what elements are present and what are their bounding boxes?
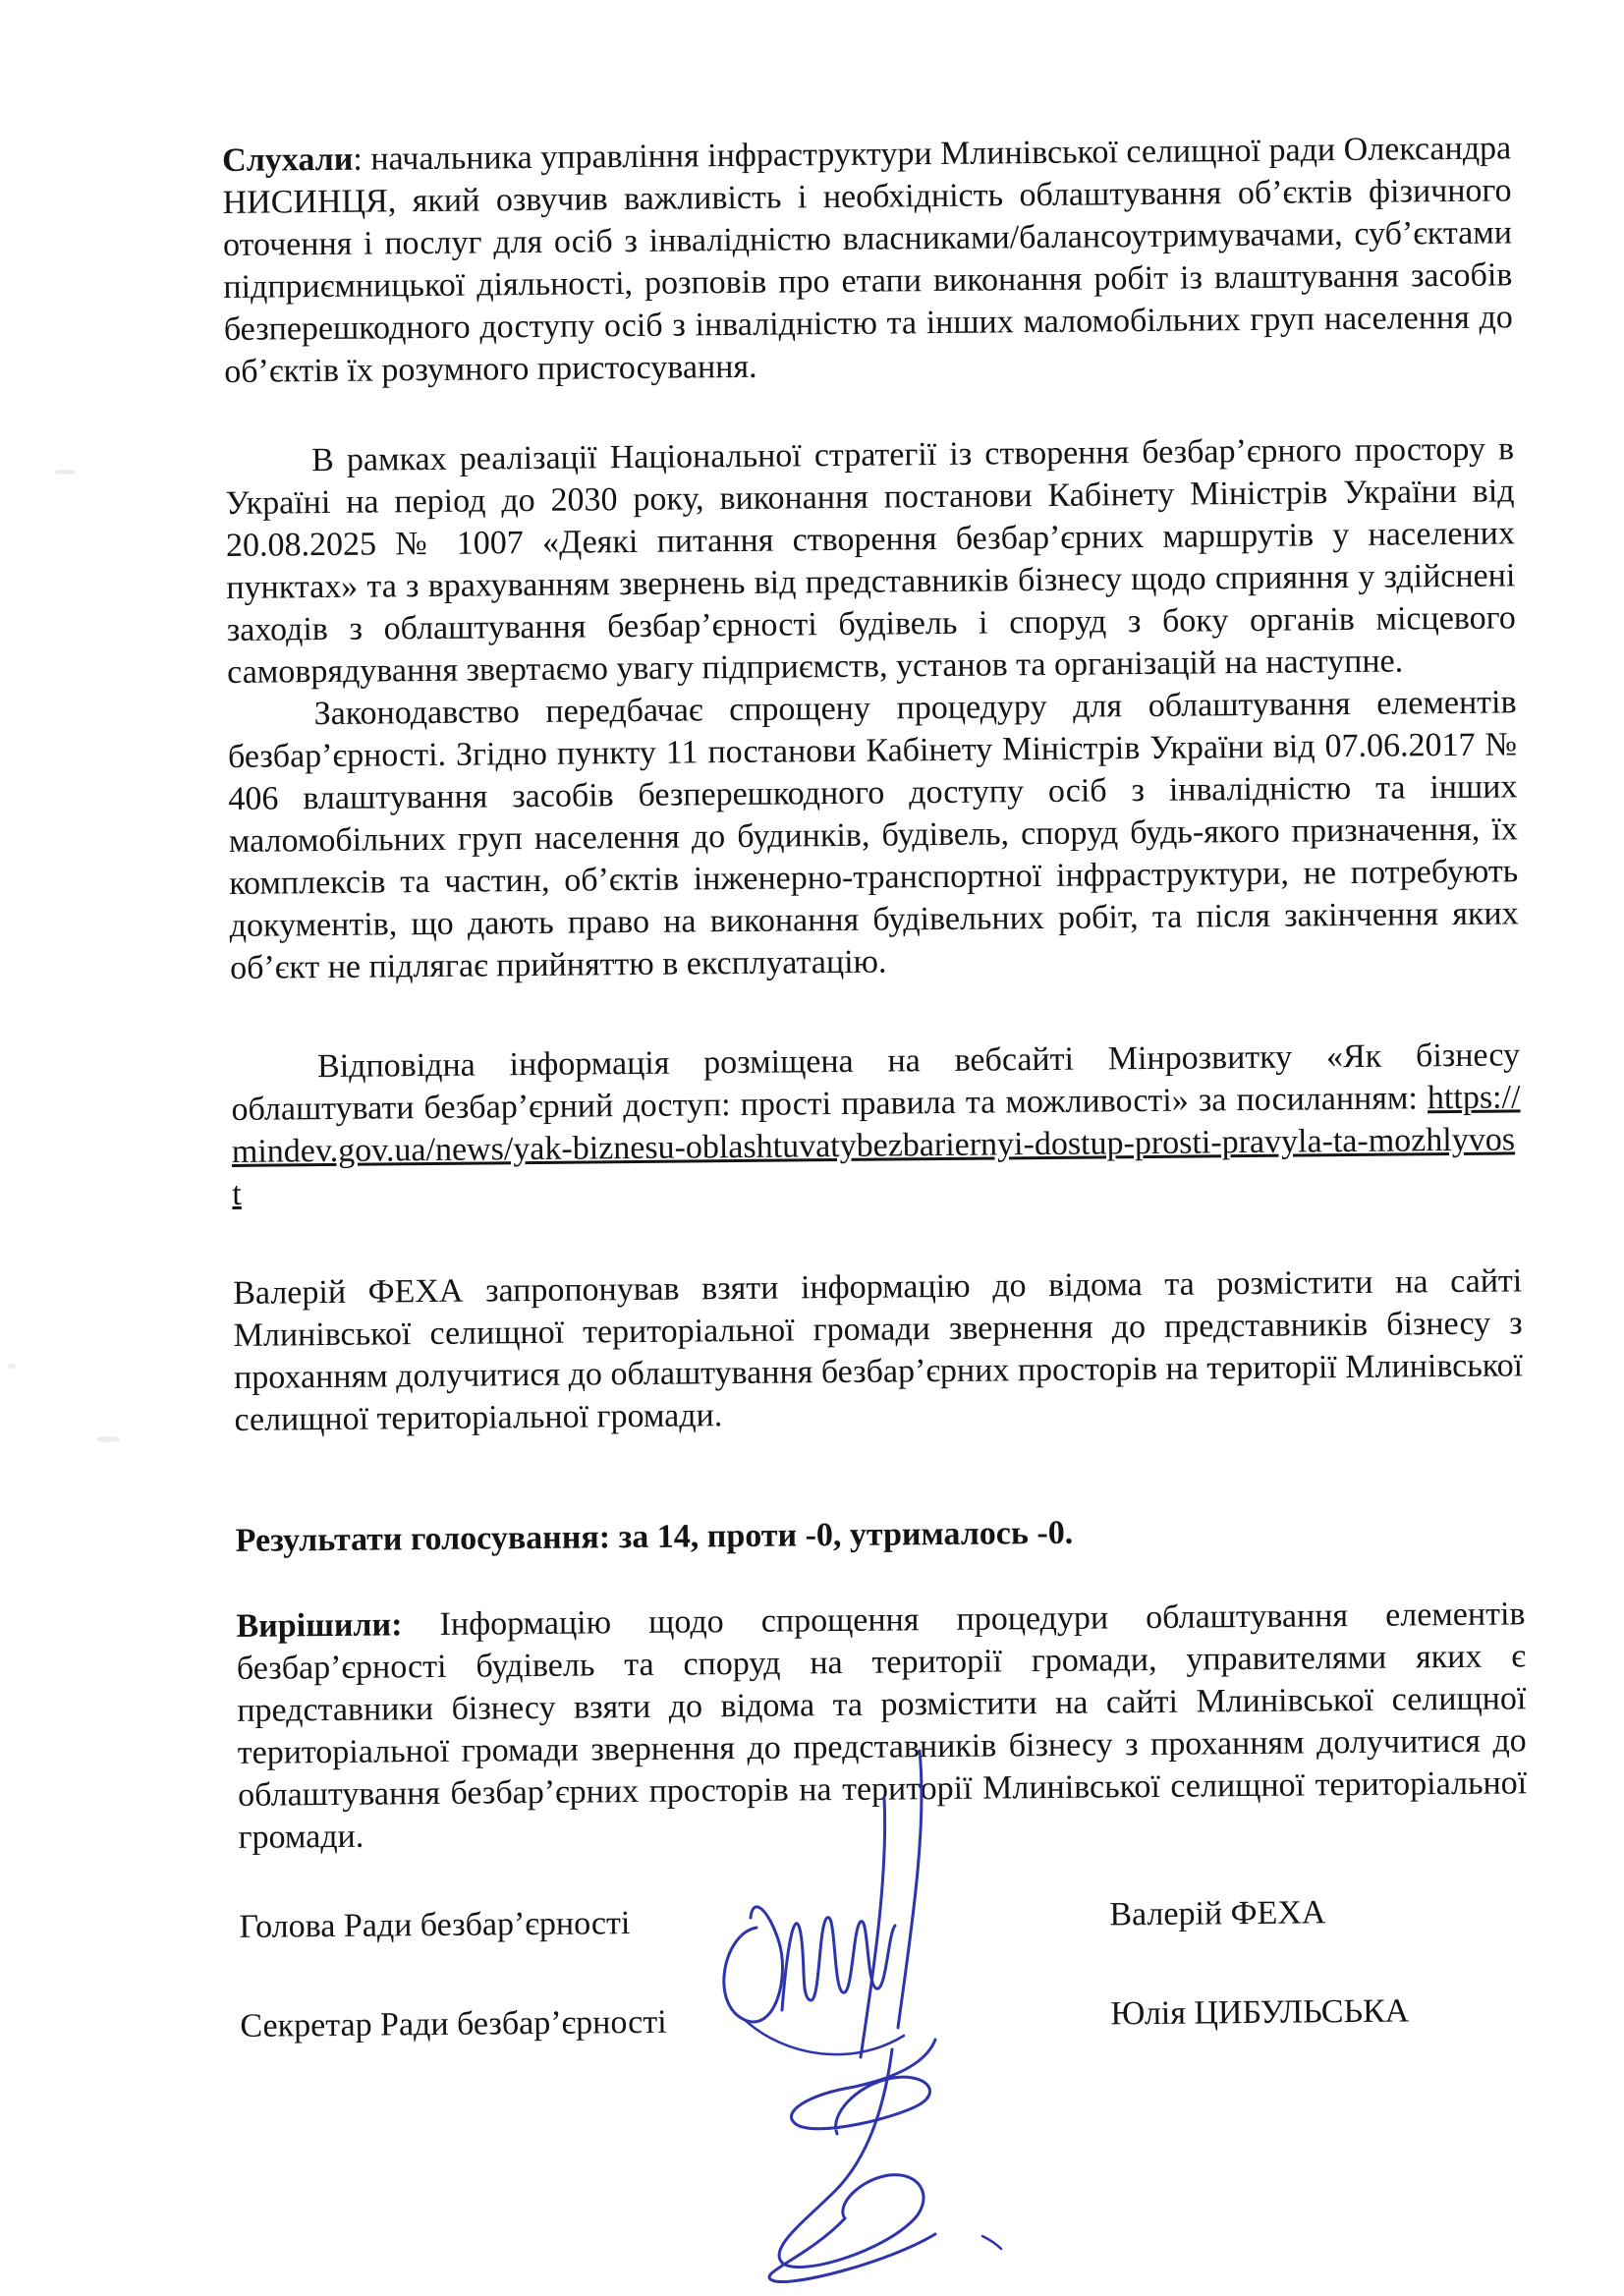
vote-results-line: Результати голосування: за 14, проти -0, утрималось -0.: [235, 1514, 1074, 1559]
signature-title-head: Голова Ради безбар’єрності: [239, 1905, 631, 1945]
signature-name-secretary: Юлія ЦИБУЛЬСЬКА: [1110, 1992, 1410, 2033]
signature-title-secretary: Секретар Ради безбар’єрності: [240, 2003, 667, 2044]
info-text: Відповідна інформація розміщена на вебсайті Мінрозвитку «Як бізнесу облаштувати безбар’єрний доступ: прості правила та можливості» за посиланням:: [231, 1036, 1521, 1128]
document-body: [222, 127, 1530, 2047]
scan-smudge: [54, 470, 76, 475]
paragraph-proposal: Валерій ФЕХА запропонував взяти інформацію до відома та розмістити на сайті Млинівської селищної територіальної громади звернення до представників бізнесу з проханням долучитися до облаштування безбар’єрних просторів на території Млинівської селищної територіальної громади.: [233, 1262, 1524, 1438]
heard-label: Слухали: [222, 140, 354, 179]
paragraph-framework: В рамках реалізації Національної стратегії із створення безбар’єрного простору в Україні на період до 2030 року, виконання постанови Кабінету Міністрів України від 20.08.2025 № 1007 «Деякі питання створення безбар’єрних маршрутів у населених пунктах» та з врахуванням звернень від представників бізнесу щодо сприяння у здійснені заходів з облаштування безбар’єрності будівель і споруд з боку органів місцевого самоврядування звертаємо увагу підприємств, установ та організацій на наступне.: [225, 430, 1516, 691]
paragraph-decision: [236, 1593, 1527, 1859]
scan-smudge: [8, 1364, 16, 1369]
paragraph-legislation: Законодавство передбачає спрощену процедуру для облаштування елементів безбар’єрності. Згідно пункту 11 постанови Кабінету Міністрів України від 07.06.2017 № 406 влаштування засобів безперешкодного доступу осіб з інвалідністю та інших маломобільних груп населення до будинків, будівель, споруд будь-якого призначення, їх комплексів та частин, об’єктів інженерно-транспортної інфраструктури, не потребують документів, що дають право на виконання будівельних робіт, та після закінчення яких об’єкт не підлягає прийняттю в експлуатацію.: [227, 684, 1519, 986]
signature-row-head: [239, 1893, 1528, 1948]
scan-smudge: [96, 1436, 120, 1442]
decision-text: Інформацію щодо спрощення процедури облаштування елементів безбар’єрності будівель та споруд на території громади, управителями яких є представники бізнесу взяти до відома та розмістити на сайті Млинівської селищної територіальної громади звернення до представників бізнесу з проханням долучитися до облаштування безбар’єрних просторів на території Млинівської селищної територіальної громади.: [236, 1596, 1528, 1856]
heard-text: : начальника управління інфраструктури Млинівської селищної ради Олександра НИСИНЦЯ, який озвучив важливість і необхідність облаштування об’єктів фізичного оточення і послуг для осіб з інвалідністю власниками/балансоутримувачами, суб’єктами підприємницької діяльності, розповів про етапи виконання робіт із влаштування засобів безперешкодного доступу осіб з інвалідністю та інших маломобільних груп населення до об’єктів їх розумного пристосування.: [222, 130, 1513, 390]
paragraph-info: [231, 1034, 1522, 1215]
decision-label: Вирішили:: [236, 1606, 403, 1645]
paragraph-heard: [222, 127, 1513, 393]
signature-name-head: Валерій ФЕХА: [1109, 1894, 1326, 1933]
signature-block: [239, 1893, 1529, 2047]
signature-ink-secretary-icon: [688, 2022, 1017, 2292]
mindev-link[interactable]: https://mindev.gov.ua/news/yak-biznesu-oblashtuvatybezbariernyi-dostup-prosti-pravyla-ta-mozhlyvost: [231, 1079, 1521, 1212]
signature-row-secretary: [240, 1992, 1529, 2047]
